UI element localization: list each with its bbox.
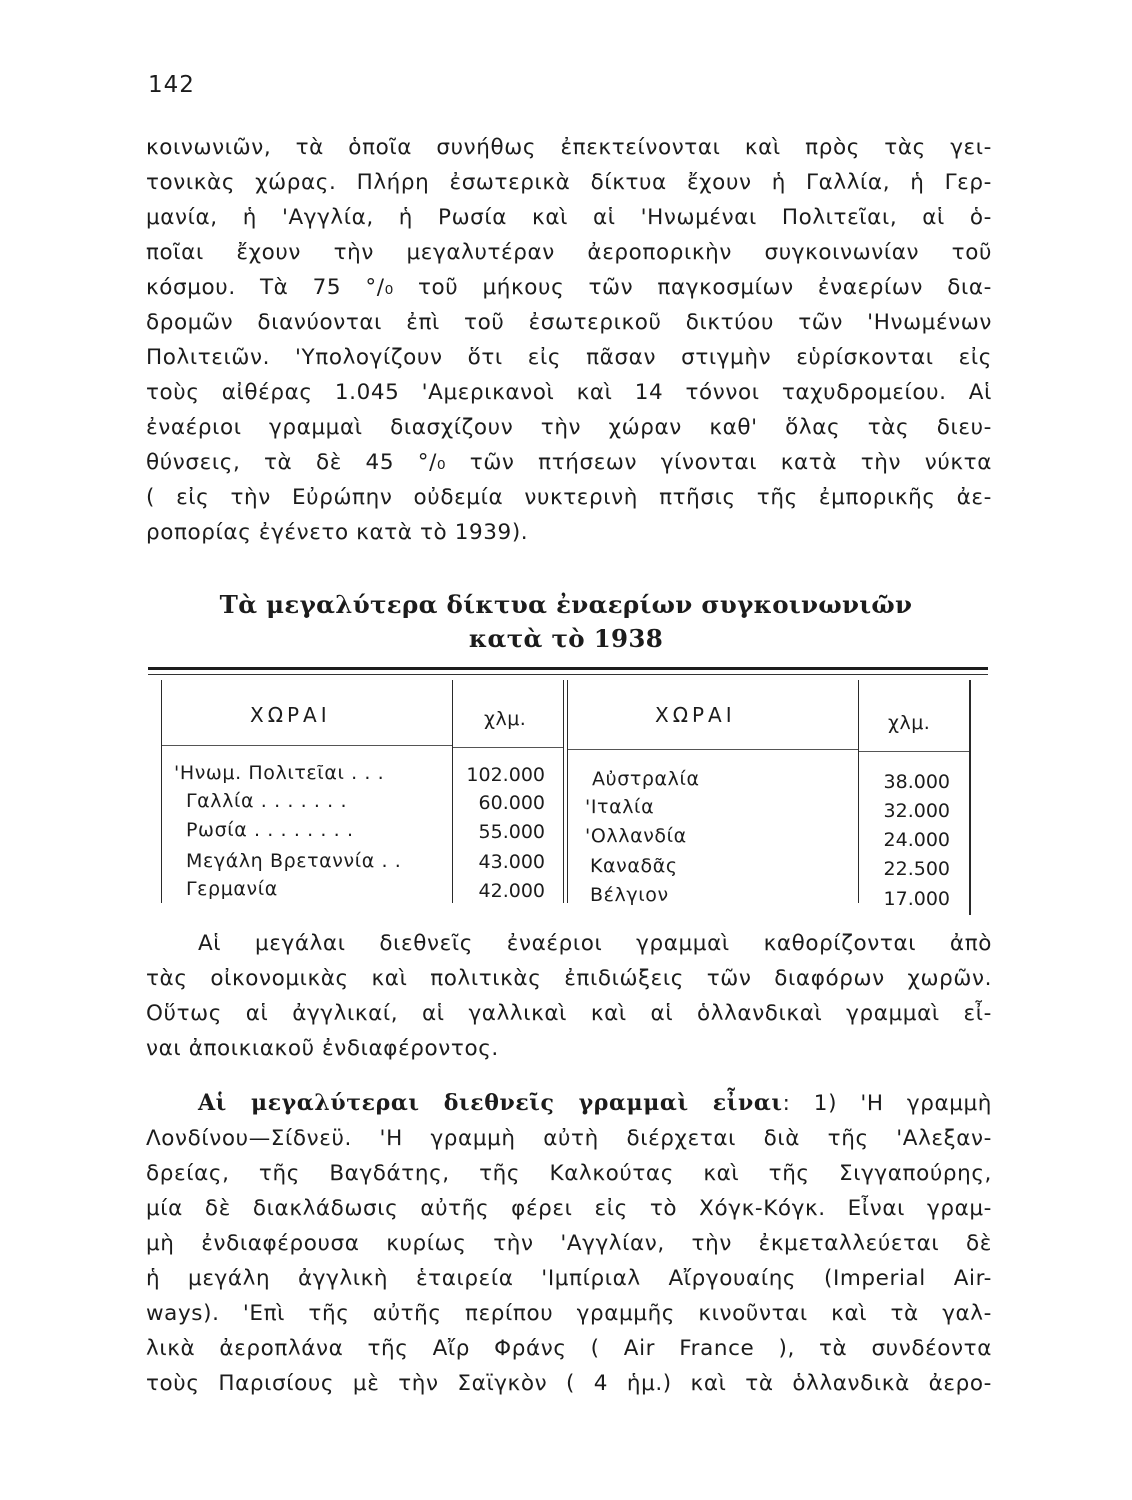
- country-cell: Ρωσία . . . . . . . .: [186, 819, 354, 841]
- table-top-rule-thin: [148, 674, 988, 675]
- text-line: τοὺς αἰθέρας 1.045 'Αμερικανοὶ καὶ 14 τόννοι ταχυδρομείου. Αἱ: [146, 380, 992, 405]
- text-line: ποῖαι ἔχουν τὴν μεγαλυτέραν ἀεροπορικὴν συγκοινωνίαν τοῦ: [146, 240, 992, 265]
- header-km-left: χλμ.: [484, 708, 527, 730]
- header-rule: [859, 751, 969, 752]
- paragraph-2: [146, 926, 992, 1066]
- header-km-right: χλμ.: [888, 712, 931, 734]
- text-line: μὴ ἐνδιαφέρουσα κυρίως τὴν 'Αγγλίαν, τὴν ἐκμεταλλεύεται δὲ: [146, 1231, 992, 1256]
- page-number: 142: [148, 72, 195, 98]
- text-line: Λονδίνου—Σίδνεϋ. 'Η γραμμὴ αὐτὴ διέρχεται διὰ τῆς 'Αλεξαν-: [146, 1126, 992, 1151]
- text-line: μανία, ἡ 'Αγγλία, ἡ Ρωσία καὶ αἱ 'Ηνωμέναι Πολιτεῖαι, αἱ ὁ-: [146, 205, 992, 230]
- text-line: λικὰ ἀεροπλάνα τῆς Αἴρ Φράνς ( Air France ), τὰ συνδέοντα: [146, 1336, 992, 1361]
- text-line: κόσμου. Τὰ 75 °/₀ τοῦ μήκους τῶν παγκοσμίων ἐναερίων δια-: [146, 275, 992, 300]
- header-countries-right: ΧΩΡΑΙ: [655, 703, 736, 727]
- km-cell: 17.000: [883, 888, 950, 910]
- text-line: τὰς οἰκονομικὰς καὶ πολιτικὰς ἐπιδιώξεις τῶν διαφόρων χωρῶν.: [146, 966, 992, 991]
- column-divider: [567, 680, 568, 903]
- text-line: κοινωνιῶν, τὰ ὁποῖα συνήθως ἐπεκτείνονται καὶ πρὸς τὰς γει-: [146, 135, 992, 160]
- text-line: Πολιτειῶν. 'Υπολογίζουν ὅτι εἰς πᾶσαν στιγμὴν εὑρίσκονται εἰς: [146, 345, 992, 370]
- section-heading: Αἱ μεγαλύτεραι διεθνεῖς γραμμαὶ εἶναι: [198, 1090, 783, 1116]
- paragraph-3: [146, 1086, 992, 1401]
- km-cell: 60.000: [478, 792, 545, 814]
- country-cell: Μεγάλη Βρεταννία . .: [186, 850, 402, 872]
- header-rule: [568, 749, 858, 750]
- text-line: δρείας, τῆς Βαγδάτης, τῆς Καλκούτας καὶ τῆς Σιγγαπούρης,: [146, 1161, 992, 1186]
- table-left-border: [161, 680, 162, 903]
- header-rule: [162, 745, 452, 746]
- km-cell: 22.500: [883, 858, 950, 880]
- text-line: ἡ μεγάλη ἀγγλικὴ ἑταιρεία 'Ιμπίριαλ Αἴργουαίης (Imperial Air-: [146, 1266, 992, 1291]
- country-cell: Γαλλία . . . . . . .: [186, 790, 348, 812]
- text-run: : 1) 'Η γραμμὴ: [782, 1091, 992, 1116]
- text-line: ναι ἀποικιακοῦ ἐνδιαφέροντος.: [146, 1036, 499, 1061]
- table-title: Τὰ μεγαλύτερα δίκτυα ἐναερίων συγκοινωνιῶν: [219, 590, 913, 619]
- text-line: τοὺς Παρισίους μὲ τὴν Σαϊγκὸν ( 4 ἡμ.) καὶ τὰ ὁλλανδικὰ ἀερο-: [146, 1371, 992, 1396]
- text-line: τονικὰς χώρας. Πλήρη ἐσωτερικὰ δίκτυα ἔχουν ἡ Γαλλία, ἡ Γερ-: [146, 170, 992, 195]
- km-cell: 55.000: [478, 821, 545, 843]
- text-line: [146, 1086, 992, 1121]
- text-line: Οὕτως αἱ ἀγγλικαί, αἱ γαλλικαὶ καὶ αἱ ὁλλανδικαὶ γραμμαὶ εἶ-: [146, 1001, 992, 1026]
- text-line: ( εἰς τὴν Εὐρώπην οὐδεμία νυκτερινὴ πτῆσις τῆς ἐμπορικῆς ἀε-: [146, 485, 992, 510]
- text-line: ἐναέριοι γραμμαὶ διασχίζουν τὴν χώραν καθ' ὅλας τὰς διευ-: [146, 415, 992, 440]
- text-line: θύνσεις, τὰ δὲ 45 °/₀ τῶν πτήσεων γίνονται κατὰ τὴν νύκτα: [146, 450, 992, 475]
- country-cell: 'Ολλανδία: [585, 825, 687, 847]
- km-cell: 42.000: [478, 880, 545, 902]
- km-cell: 43.000: [478, 851, 545, 873]
- km-cell: 102.000: [466, 764, 545, 786]
- km-cell: 24.000: [883, 829, 950, 851]
- text-line: μία δὲ διακλάδωσις αὐτῆς φέρει εἰς τὸ Χόγκ-Κόγκ. Εἶναι γραμ-: [146, 1196, 992, 1221]
- header-countries-left: ΧΩΡΑΙ: [250, 703, 331, 727]
- table-top-rule: [148, 667, 988, 670]
- text-line: ροπορίας ἐγένετο κατὰ τὸ 1939).: [146, 520, 529, 545]
- country-cell: Καναδᾶς: [590, 855, 678, 877]
- km-cell: 38.000: [883, 771, 950, 793]
- km-cell: 32.000: [883, 800, 950, 822]
- country-cell: 'Ιταλία: [585, 796, 655, 818]
- country-cell: Βέλγιον: [590, 884, 669, 906]
- column-divider: [563, 680, 564, 903]
- table-right-border: [969, 680, 971, 915]
- country-cell: 'Ηνωμ. Πολιτεῖαι . . .: [174, 762, 385, 784]
- paragraph-1: [146, 130, 992, 550]
- country-cell: Γερμανία: [186, 878, 278, 900]
- text-line: Αἱ μεγάλαι διεθνεῖς ἐναέριοι γραμμαὶ καθορίζονται ἀπὸ: [198, 931, 992, 956]
- text-line: δρομῶν διανύονται ἐπὶ τοῦ ἐσωτερικοῦ δικτύου τῶν 'Ηνωμένων: [146, 310, 992, 335]
- table-subtitle: κατὰ τὸ 1938: [468, 624, 664, 653]
- column-divider: [858, 680, 859, 903]
- column-divider: [452, 680, 453, 903]
- text-line: ways). 'Επὶ τῆς αὐτῆς περίπου γραμμῆς κινοῦνται καὶ τὰ γαλ-: [146, 1301, 992, 1326]
- header-rule: [453, 747, 563, 748]
- country-cell: Αὐστραλία: [592, 768, 700, 790]
